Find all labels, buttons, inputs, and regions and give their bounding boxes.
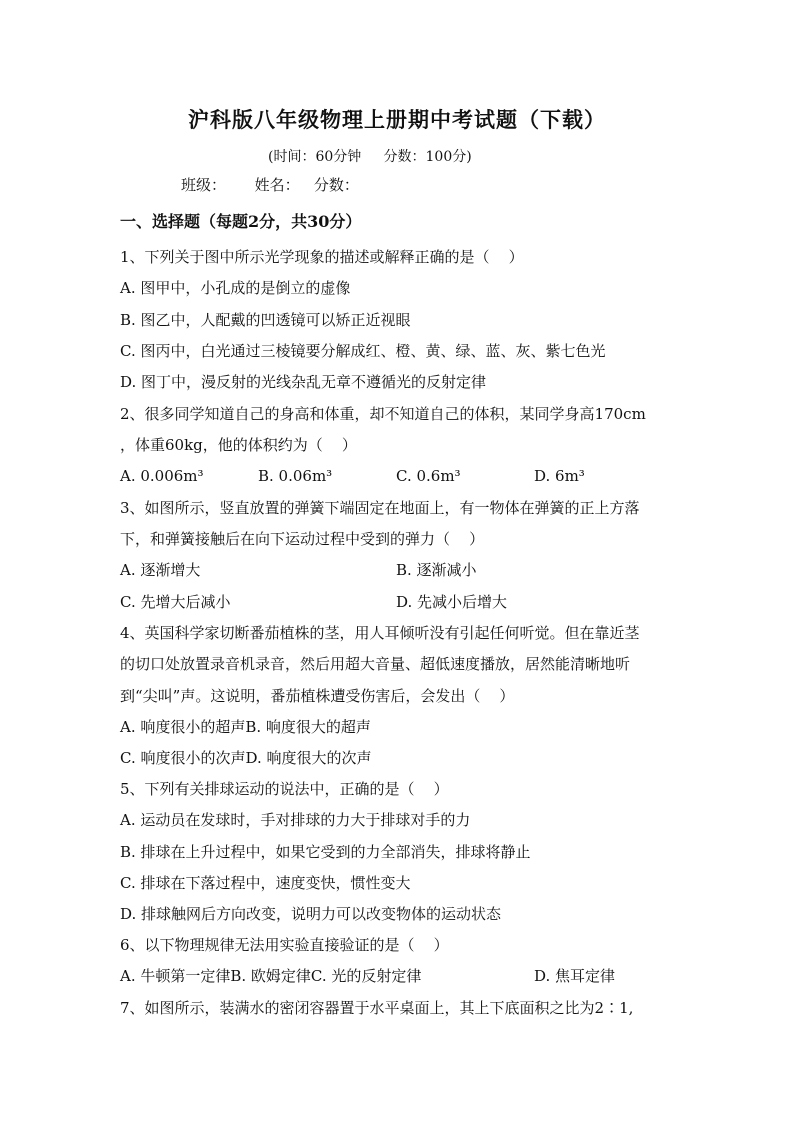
q3-option-d: D. 先减小后增大 [396, 593, 508, 611]
q3-option-b: B. 逐渐减小 [396, 561, 477, 579]
q2-stem-line2: ，体重60kg，他的体积约为（ ） [120, 436, 357, 454]
q4-stem-line3: 到“尖叫”声。这说明，番茄植株遭受伤害后，会发出（ ） [120, 687, 515, 705]
q4-options-cd: C. 响度很小的次声D. 响度很大的次声 [120, 749, 372, 767]
q5-option-c: C. 排球在下落过程中，速度变快，惯性变大 [120, 874, 411, 892]
time-score-line: (时间：60分钟 分数：100分) [268, 149, 472, 165]
q2-option-b: B. 0.06m³ [258, 467, 333, 485]
q6-options-abc: A. 牛顿第一定律B. 欧姆定律C. 光的反射定律 [120, 967, 422, 985]
q2-option-d: D. 6m³ [534, 467, 585, 485]
q4-stem-line2: 的切口处放置录音机录音，然后用超大音量、超低速度播放，居然能清晰地听 [120, 655, 631, 673]
q1-option-d: D. 图丁中，漫反射的光线杂乱无章不遵循光的反射定律 [120, 373, 487, 391]
q5-stem: 5、下列有关排球运动的说法中，正确的是（ ） [120, 780, 449, 798]
section-heading-choice: 一、选择题（每题2分，共30分） [120, 212, 362, 231]
q6-option-d: D. 焦耳定律 [534, 967, 616, 985]
q3-option-c: C. 先增大后减小 [120, 593, 231, 611]
q1-option-a: A. 图甲中，小孔成的是倒立的虚像 [120, 279, 351, 297]
q5-option-b: B. 排球在上升过程中，如果它受到的力全部消失，排球将静止 [120, 843, 531, 861]
q3-stem-line2: 下，和弹簧接触后在向下运动过程中受到的弹力（ ） [120, 530, 485, 548]
q5-option-a: A. 运动员在发球时，手对排球的力大于排球对手的力 [120, 811, 471, 829]
q2-stem-line1: 2、很多同学知道自己的身高和体重，却不知道自己的体积，某同学身高170cm [120, 405, 646, 423]
q3-option-a: A. 逐渐增大 [120, 561, 201, 579]
q1-option-b: B. 图乙中，人配戴的凹透镜可以矫正近视眼 [120, 311, 411, 329]
q1-stem: 1、下列关于图中所示光学现象的描述或解释正确的是（ ） [120, 248, 524, 266]
student-info-line: 班级： 姓名： 分数： [181, 176, 359, 194]
q2-option-a: A. 0.006m³ [120, 467, 204, 485]
q5-option-d: D. 排球触网后方向改变，说明力可以改变物体的运动状态 [120, 905, 502, 923]
q7-stem: 7、如图所示，装满水的密闭容器置于水平桌面上，其上下底面积之比为2∶1, [120, 999, 634, 1017]
q4-stem-line1: 4、英国科学家切断番茄植株的茎，用人耳倾听没有引起任何听觉。但在靠近茎 [120, 624, 640, 642]
q4-options-ab: A. 响度很小的超声B. 响度很大的超声 [120, 718, 371, 736]
exam-title: 沪科版八年级物理上册期中考试题（下载） [188, 107, 606, 132]
q6-stem: 6、以下物理规律无法用实验直接验证的是（ ） [120, 936, 449, 954]
q2-option-c: C. 0.6m³ [396, 467, 461, 485]
q3-stem-line1: 3、如图所示，竖直放置的弹簧下端固定在地面上，有一物体在弹簧的正上方落 [120, 499, 640, 517]
q1-option-c: C. 图丙中，白光通过三棱镜要分解成红、橙、黄、绿、蓝、灰、紫七色光 [120, 342, 606, 360]
